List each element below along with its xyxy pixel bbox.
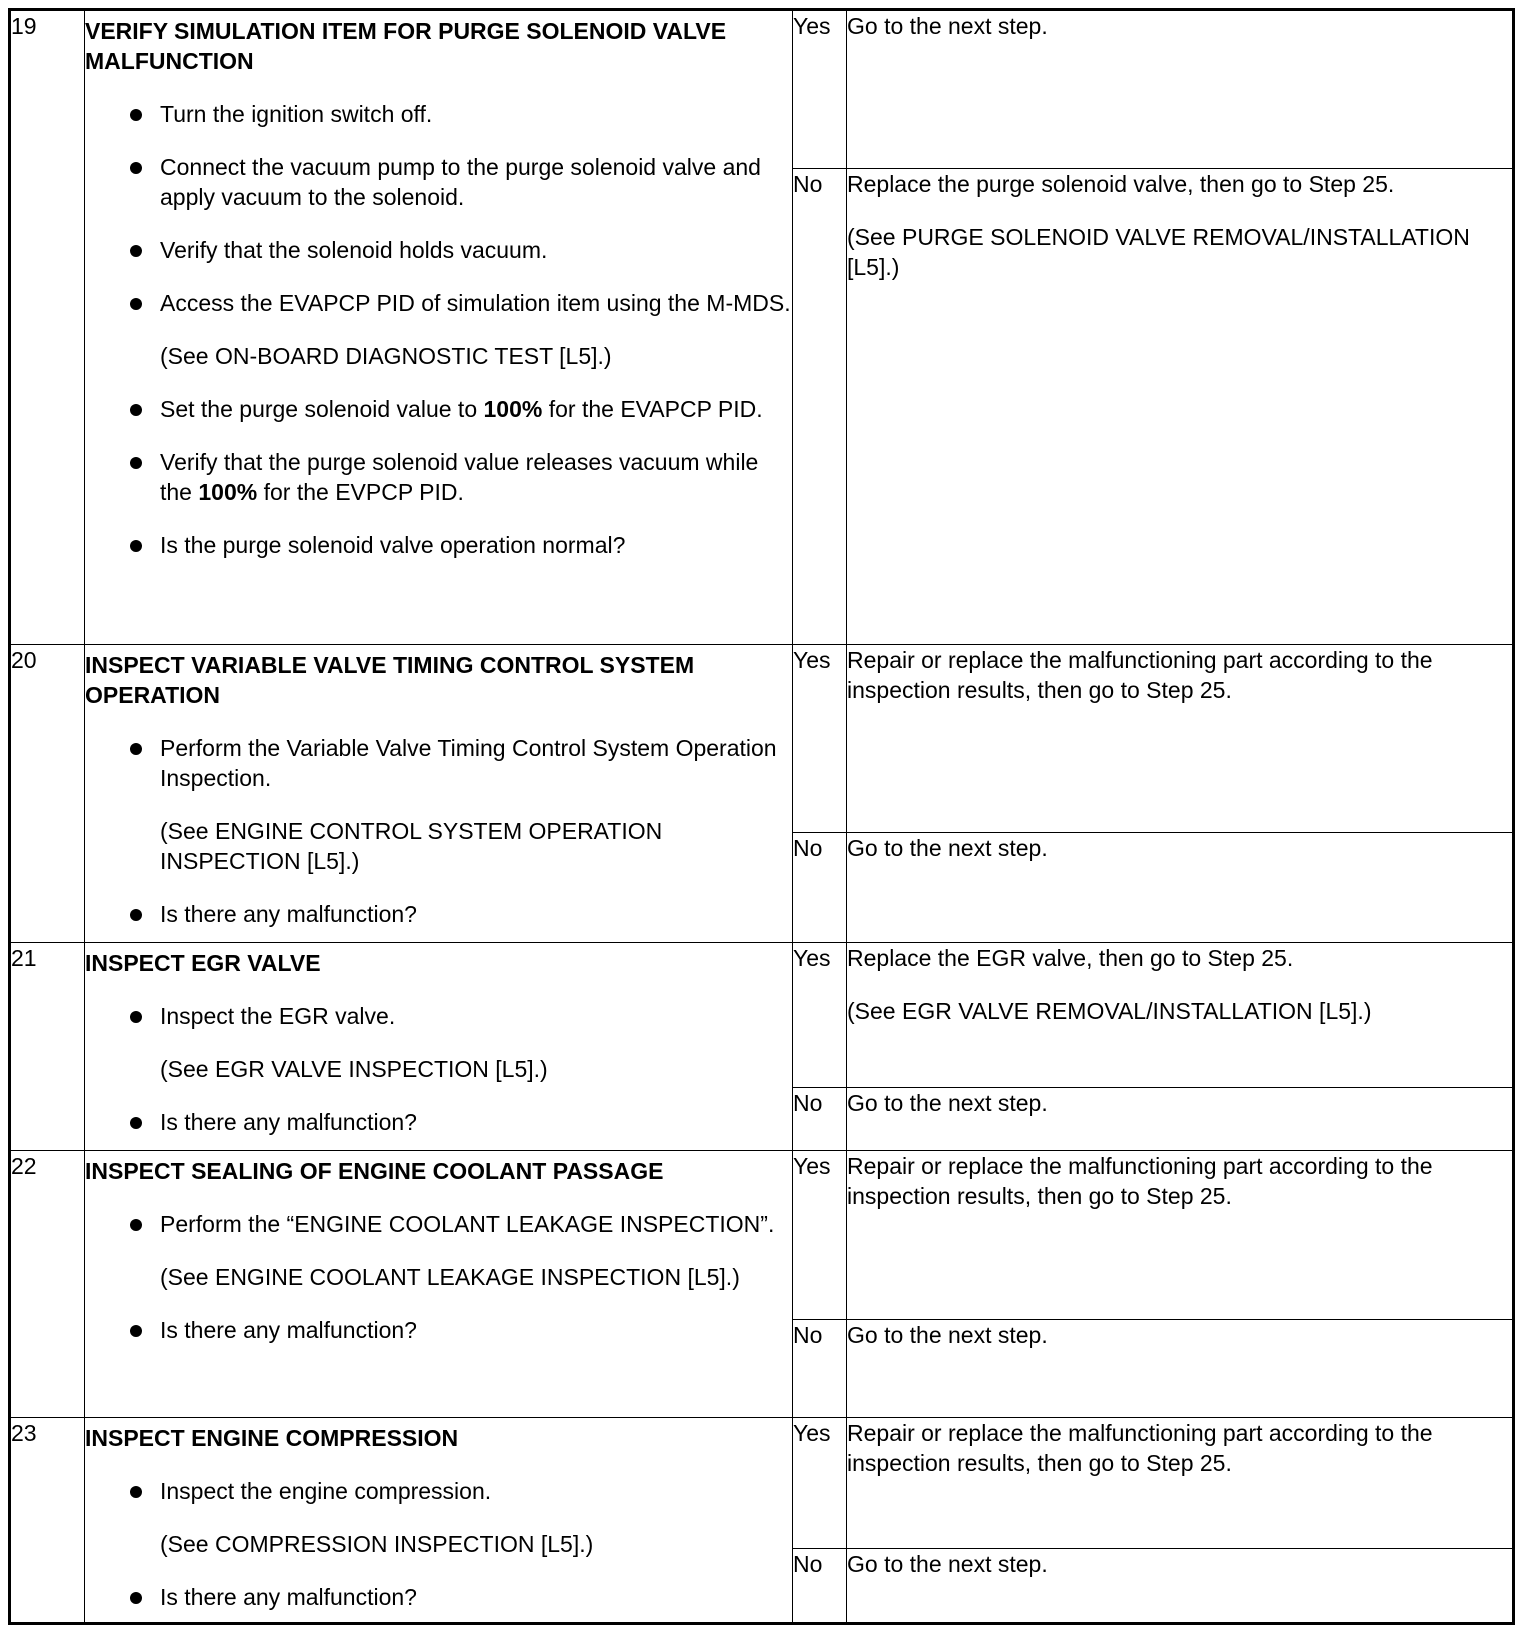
- no-label: No: [793, 1088, 847, 1151]
- no-label: No: [793, 169, 847, 645]
- bullet-icon: [130, 909, 142, 921]
- yes-result: [847, 943, 1514, 1088]
- result-text: Repair or replace the malfunctioning part according to the inspection results, then go to Step 25.: [847, 647, 1433, 703]
- bullet-text-end: for the EVAPCP PID.: [542, 396, 763, 422]
- bullet-item: [85, 530, 792, 560]
- bullet-text-bold: 100%: [483, 396, 543, 422]
- step-bullet-list: [85, 99, 792, 560]
- bullet-icon: [130, 1011, 142, 1023]
- bullet-item: [85, 733, 792, 876]
- result-text: Replace the EGR valve, then go to Step 25.: [847, 945, 1294, 971]
- bullet-text: Access the EVAPCP PID of simulation item using the M-MDS.: [160, 290, 791, 316]
- bullet-text: Is there any malfunction?: [160, 1584, 417, 1610]
- bullet-text: Turn the ignition switch off.: [160, 101, 433, 127]
- reference-text: (See ENGINE CONTROL SYSTEM OPERATION INSPECTION [L5].): [160, 818, 663, 874]
- step-title: INSPECT ENGINE COMPRESSION: [85, 1425, 459, 1451]
- bullet-text: Inspect the engine compression.: [160, 1478, 492, 1504]
- bullet-text-end: for the EVPCP PID.: [257, 479, 464, 505]
- bullet-icon: [130, 1592, 142, 1604]
- bullet-text: Is there any malfunction?: [160, 1109, 417, 1135]
- yes-result: [847, 10, 1514, 169]
- bullet-icon: [130, 1486, 142, 1498]
- step-21-yes-row: [10, 943, 1514, 1088]
- no-result: [847, 833, 1514, 943]
- bullet-icon: [130, 404, 142, 416]
- result-text: Go to the next step.: [847, 1090, 1048, 1116]
- bullet-item: [85, 1209, 792, 1292]
- no-result: [847, 1088, 1514, 1151]
- bullet-icon: [130, 540, 142, 552]
- step-19-yes-row: [10, 10, 1514, 169]
- bullet-text-start: Set the purge solenoid value to: [160, 396, 484, 422]
- bullet-icon: [130, 457, 142, 469]
- yes-result: [847, 1418, 1514, 1549]
- no-result: [847, 1320, 1514, 1418]
- no-result: [847, 1549, 1514, 1624]
- no-label: No: [793, 1549, 847, 1624]
- bullet-text-start: Verify that the purge solenoid value releases vacuum while the: [160, 449, 759, 505]
- no-result: [847, 169, 1514, 645]
- result-text: Replace the purge solenoid valve, then go to Step 25.: [847, 171, 1395, 197]
- no-label: No: [793, 833, 847, 943]
- bullet-icon: [130, 109, 142, 121]
- bullet-icon: [130, 298, 142, 310]
- bullet-item: [85, 1582, 792, 1612]
- yes-label: Yes: [793, 645, 847, 833]
- step-title: INSPECT VARIABLE VALVE TIMING CONTROL SYSTEM OPERATION: [85, 652, 695, 708]
- bullet-icon: [130, 245, 142, 257]
- step-number: 20: [10, 645, 85, 943]
- step-23-yes-row: [10, 1418, 1514, 1549]
- bullet-text: Verify that the solenoid holds vacuum.: [160, 237, 548, 263]
- step-bullet-list: [85, 733, 792, 929]
- step-title: INSPECT EGR VALVE: [85, 950, 321, 976]
- reference-text: (See EGR VALVE REMOVAL/INSTALLATION [L5].): [847, 998, 1372, 1024]
- bullet-item: [85, 288, 792, 371]
- reference-text: (See ON-BOARD DIAGNOSTIC TEST [L5].): [160, 343, 612, 369]
- result-text: Repair or replace the malfunctioning part according to the inspection results, then go to Step 25.: [847, 1153, 1433, 1209]
- bullet-item: [85, 1001, 792, 1084]
- step-number: 19: [10, 10, 85, 645]
- result-text: Go to the next step.: [847, 835, 1048, 861]
- yes-label: Yes: [793, 1151, 847, 1320]
- step-action-cell: [85, 1418, 793, 1624]
- result-text: Go to the next step.: [847, 13, 1048, 39]
- bullet-icon: [130, 743, 142, 755]
- step-22-yes-row: [10, 1151, 1514, 1320]
- bullet-text: Is there any malfunction?: [160, 901, 417, 927]
- step-action-cell: [85, 1151, 793, 1418]
- bullet-text: Is there any malfunction?: [160, 1317, 417, 1343]
- step-title: VERIFY SIMULATION ITEM FOR PURGE SOLENOID VALVE MALFUNCTION: [85, 18, 727, 74]
- step-bullet-list: [85, 1476, 792, 1612]
- reference-text: (See COMPRESSION INSPECTION [L5].): [160, 1531, 594, 1557]
- bullet-icon: [130, 1219, 142, 1231]
- reference-text: (See EGR VALVE INSPECTION [L5].): [160, 1056, 548, 1082]
- bullet-item: [85, 99, 792, 129]
- result-text: Go to the next step.: [847, 1551, 1048, 1577]
- step-number: 21: [10, 943, 85, 1151]
- result-text: Repair or replace the malfunctioning part according to the inspection results, then go to Step 25.: [847, 1420, 1433, 1476]
- step-20-yes-row: [10, 645, 1514, 833]
- bullet-item: [85, 394, 792, 424]
- bullet-text: Connect the vacuum pump to the purge solenoid valve and apply vacuum to the solenoid.: [160, 154, 761, 210]
- step-action-cell: [85, 943, 793, 1151]
- yes-result: [847, 1151, 1514, 1320]
- no-label: No: [793, 1320, 847, 1418]
- bullet-item: [85, 235, 792, 265]
- diagnostic-procedure-table: [8, 8, 1515, 1625]
- step-number: 23: [10, 1418, 85, 1624]
- yes-label: Yes: [793, 10, 847, 169]
- bullet-text: Inspect the EGR valve.: [160, 1003, 396, 1029]
- reference-text: (See ENGINE COOLANT LEAKAGE INSPECTION [L5].): [160, 1264, 740, 1290]
- step-bullet-list: [85, 1209, 792, 1345]
- bullet-text: Is the purge solenoid valve operation normal?: [160, 532, 626, 558]
- yes-result: [847, 645, 1514, 833]
- bullet-item: [85, 447, 792, 507]
- bullet-text-bold: 100%: [198, 479, 258, 505]
- yes-label: Yes: [793, 943, 847, 1088]
- bullet-icon: [130, 1325, 142, 1337]
- bullet-icon: [130, 162, 142, 174]
- step-title: INSPECT SEALING OF ENGINE COOLANT PASSAGE: [85, 1158, 664, 1184]
- bullet-text: Perform the “ENGINE COOLANT LEAKAGE INSPECTION”.: [160, 1211, 775, 1237]
- step-number: 22: [10, 1151, 85, 1418]
- bullet-item: [85, 1476, 792, 1559]
- result-text: Go to the next step.: [847, 1322, 1048, 1348]
- step-action-cell: [85, 645, 793, 943]
- bullet-item: [85, 899, 792, 929]
- bullet-text: Perform the Variable Valve Timing Control System Operation Inspection.: [160, 735, 777, 791]
- yes-label: Yes: [793, 1418, 847, 1549]
- step-action-cell: [85, 10, 793, 645]
- reference-text: (See PURGE SOLENOID VALVE REMOVAL/INSTALLATION [L5].): [847, 224, 1470, 280]
- bullet-icon: [130, 1117, 142, 1129]
- step-bullet-list: [85, 1001, 792, 1137]
- bullet-item: [85, 152, 792, 212]
- bullet-item: [85, 1315, 792, 1345]
- bullet-item: [85, 1107, 792, 1137]
